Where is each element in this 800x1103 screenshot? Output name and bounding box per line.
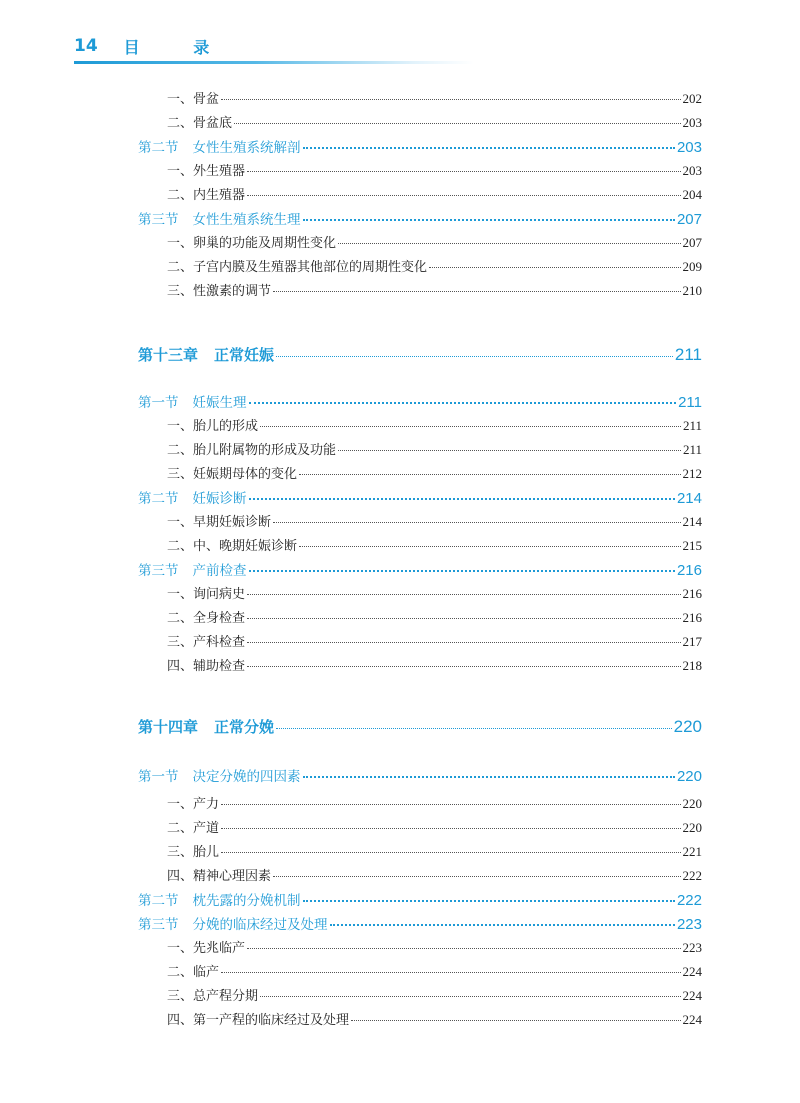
toc-leader-dots bbox=[247, 594, 680, 595]
toc-page-number: 216 bbox=[682, 586, 702, 601]
toc-section[interactable] bbox=[138, 136, 702, 156]
toc-item[interactable] bbox=[167, 415, 702, 434]
section-title: 妊娠生理 bbox=[192, 395, 247, 411]
toc-item[interactable] bbox=[167, 817, 702, 836]
toc-item-title: 三、总产程分期 bbox=[167, 989, 259, 1004]
toc-leader-dots bbox=[303, 147, 675, 149]
toc-page-number: 202 bbox=[682, 91, 702, 106]
toc-section[interactable] bbox=[138, 208, 702, 228]
toc-item-title: 一、早期妊娠诊断 bbox=[167, 515, 272, 530]
toc-page-number: 224 bbox=[682, 964, 702, 979]
toc-page-number: 210 bbox=[682, 283, 702, 298]
page-title: 目 录 bbox=[123, 37, 234, 57]
toc-page-number: 220 bbox=[682, 796, 702, 811]
toc-section[interactable] bbox=[138, 765, 702, 785]
toc-item[interactable] bbox=[167, 160, 702, 179]
toc-leader-dots bbox=[338, 243, 680, 244]
chapter-title: 正常妊娠 bbox=[214, 346, 275, 364]
toc-item-title: 三、产科检查 bbox=[167, 635, 246, 650]
toc-leader-dots bbox=[273, 522, 680, 523]
toc-leader-dots bbox=[338, 450, 681, 451]
toc-item[interactable] bbox=[167, 937, 702, 956]
toc-item-title: 四、精神心理因素 bbox=[167, 869, 272, 884]
toc-item[interactable] bbox=[167, 583, 702, 602]
toc-leader-dots bbox=[249, 570, 675, 572]
toc-page-number: 203 bbox=[682, 115, 702, 130]
toc-item[interactable] bbox=[167, 1009, 702, 1028]
toc-item-title: 一、骨盆 bbox=[167, 92, 220, 107]
toc-item-title: 二、子宫内膜及生殖器其他部位的周期性变化 bbox=[167, 260, 428, 275]
toc-leader-dots bbox=[273, 876, 680, 877]
toc-item[interactable] bbox=[167, 985, 702, 1004]
toc-page-number: 224 bbox=[682, 988, 702, 1003]
toc-leader-dots bbox=[260, 426, 681, 427]
toc-item-title: 二、骨盆底 bbox=[167, 116, 233, 131]
toc-item[interactable] bbox=[167, 607, 702, 626]
toc-leader-dots bbox=[260, 996, 680, 997]
toc-item-title: 三、胎儿 bbox=[167, 845, 220, 860]
section-title: 女性生殖系统生理 bbox=[192, 212, 301, 228]
toc-section[interactable] bbox=[138, 889, 702, 909]
toc-page-number: 215 bbox=[682, 538, 702, 553]
section-label: 第一节 bbox=[138, 395, 179, 411]
section-title: 枕先露的分娩机制 bbox=[192, 893, 301, 909]
toc-page-number: 220 bbox=[682, 820, 702, 835]
toc-leader-dots bbox=[247, 171, 680, 172]
section-label: 第三节 bbox=[138, 212, 179, 228]
toc-item-title: 二、全身检查 bbox=[167, 611, 246, 626]
toc-item[interactable] bbox=[167, 256, 702, 275]
toc-page-number: 203 bbox=[682, 163, 702, 178]
chapter-label: 第十四章 bbox=[138, 718, 199, 736]
toc-page-number: 216 bbox=[676, 562, 702, 579]
toc-page-number: 222 bbox=[676, 892, 702, 909]
section-title: 决定分娩的四因素 bbox=[192, 769, 301, 785]
toc-item[interactable] bbox=[167, 535, 702, 554]
section-label: 第二节 bbox=[138, 491, 179, 507]
toc-page-number: 212 bbox=[682, 466, 702, 481]
toc-leader-dots bbox=[429, 267, 680, 268]
toc-page-number: 214 bbox=[682, 514, 702, 529]
toc-page-number: 204 bbox=[682, 187, 702, 202]
toc-page-number: 223 bbox=[676, 916, 702, 933]
toc-item-title: 二、中、晚期妊娠诊断 bbox=[167, 539, 298, 554]
section-label: 第二节 bbox=[138, 140, 179, 156]
toc-section[interactable] bbox=[138, 913, 702, 933]
toc-leader-dots bbox=[351, 1020, 680, 1021]
toc-leader-dots bbox=[221, 972, 680, 973]
toc-section[interactable] bbox=[138, 559, 702, 579]
section-title: 妊娠诊断 bbox=[192, 491, 247, 507]
toc-page-number: 221 bbox=[682, 844, 702, 859]
toc-leader-dots bbox=[276, 728, 672, 729]
toc-page-number: 207 bbox=[676, 211, 702, 228]
toc-section[interactable] bbox=[138, 391, 702, 411]
toc-leader-dots bbox=[221, 852, 680, 853]
section-label: 第三节 bbox=[138, 917, 179, 933]
toc-item[interactable] bbox=[167, 112, 702, 131]
toc-item[interactable] bbox=[167, 280, 702, 299]
toc-leader-dots bbox=[303, 219, 675, 221]
toc-page-number: 220 bbox=[673, 717, 702, 736]
toc-leader-dots bbox=[273, 291, 680, 292]
section-title: 分娩的临床经过及处理 bbox=[192, 917, 328, 933]
toc-page-number: 222 bbox=[682, 868, 702, 883]
toc-item[interactable] bbox=[167, 511, 702, 530]
toc-page-number: 220 bbox=[676, 768, 702, 785]
toc-item-title: 一、先兆临产 bbox=[167, 941, 246, 956]
chapter-label: 第十三章 bbox=[138, 346, 199, 364]
toc-item-title: 一、询问病史 bbox=[167, 587, 246, 602]
toc-leader-dots bbox=[249, 402, 677, 404]
toc-page-number: 209 bbox=[682, 259, 702, 274]
toc-leader-dots bbox=[303, 900, 675, 902]
toc-item[interactable] bbox=[167, 439, 702, 458]
toc-item[interactable] bbox=[167, 793, 702, 812]
toc-item[interactable] bbox=[167, 463, 702, 482]
toc-item-title: 一、卵巢的功能及周期性变化 bbox=[167, 236, 337, 251]
toc-page-number: 211 bbox=[682, 418, 702, 433]
toc-chapter[interactable] bbox=[138, 716, 702, 737]
toc-leader-dots bbox=[247, 195, 680, 196]
toc-leader-dots bbox=[221, 804, 680, 805]
page-number: 14 bbox=[74, 36, 98, 56]
toc-page-number: 211 bbox=[678, 394, 702, 411]
toc-leader-dots bbox=[303, 776, 675, 778]
toc-item-title: 四、第一产程的临床经过及处理 bbox=[167, 1013, 350, 1028]
toc-item-title: 一、外生殖器 bbox=[167, 164, 246, 179]
toc-item[interactable] bbox=[167, 631, 702, 650]
toc-page-number: 211 bbox=[674, 345, 702, 364]
toc-page-number: 217 bbox=[682, 634, 702, 649]
chapter-title: 正常分娩 bbox=[214, 718, 275, 736]
section-title: 女性生殖系统解剖 bbox=[192, 140, 301, 156]
toc-page-number: 214 bbox=[676, 490, 702, 507]
toc-page-number: 216 bbox=[682, 610, 702, 625]
toc-item[interactable] bbox=[167, 232, 702, 251]
section-label: 第一节 bbox=[138, 769, 179, 785]
toc-leader-dots bbox=[276, 356, 673, 357]
toc-page-number: 218 bbox=[682, 658, 702, 673]
toc-leader-dots bbox=[234, 123, 680, 124]
toc-page-number: 203 bbox=[676, 139, 702, 156]
toc-leader-dots bbox=[221, 828, 680, 829]
toc-item-title: 三、性激素的调节 bbox=[167, 284, 272, 299]
section-title: 产前检查 bbox=[192, 563, 247, 579]
toc-section[interactable] bbox=[138, 487, 702, 507]
page-header bbox=[74, 34, 233, 58]
toc-item[interactable] bbox=[167, 865, 702, 884]
toc-item[interactable] bbox=[167, 184, 702, 203]
toc-item[interactable] bbox=[167, 655, 702, 674]
toc-item-title: 一、产力 bbox=[167, 797, 220, 812]
toc-item[interactable] bbox=[167, 88, 702, 107]
toc-item-title: 二、临产 bbox=[167, 965, 220, 980]
toc-leader-dots bbox=[247, 618, 680, 619]
header-rule bbox=[74, 61, 474, 64]
toc-item[interactable] bbox=[167, 841, 702, 860]
toc-page-number: 211 bbox=[682, 442, 702, 457]
section-label: 第三节 bbox=[138, 563, 179, 579]
toc-page-number: 224 bbox=[682, 1012, 702, 1027]
toc-item-title: 一、胎儿的形成 bbox=[167, 419, 259, 434]
toc-leader-dots bbox=[247, 642, 680, 643]
section-label: 第二节 bbox=[138, 893, 179, 909]
toc-leader-dots bbox=[247, 948, 680, 949]
toc-leader-dots bbox=[330, 924, 675, 926]
toc-page-number: 207 bbox=[682, 235, 702, 250]
toc-item-title: 二、内生殖器 bbox=[167, 188, 246, 203]
toc-item-title: 二、胎儿附属物的形成及功能 bbox=[167, 443, 337, 458]
toc-leader-dots bbox=[299, 546, 680, 547]
toc-leader-dots bbox=[299, 474, 680, 475]
toc-item-title: 三、妊娠期母体的变化 bbox=[167, 467, 298, 482]
toc-item[interactable] bbox=[167, 961, 702, 980]
toc-page-number: 223 bbox=[682, 940, 702, 955]
toc-item-title: 四、辅助检查 bbox=[167, 659, 246, 674]
toc-leader-dots bbox=[221, 99, 680, 100]
toc-leader-dots bbox=[247, 666, 680, 667]
toc-chapter[interactable] bbox=[138, 344, 702, 365]
toc-leader-dots bbox=[249, 498, 675, 500]
toc-item-title: 二、产道 bbox=[167, 821, 220, 836]
